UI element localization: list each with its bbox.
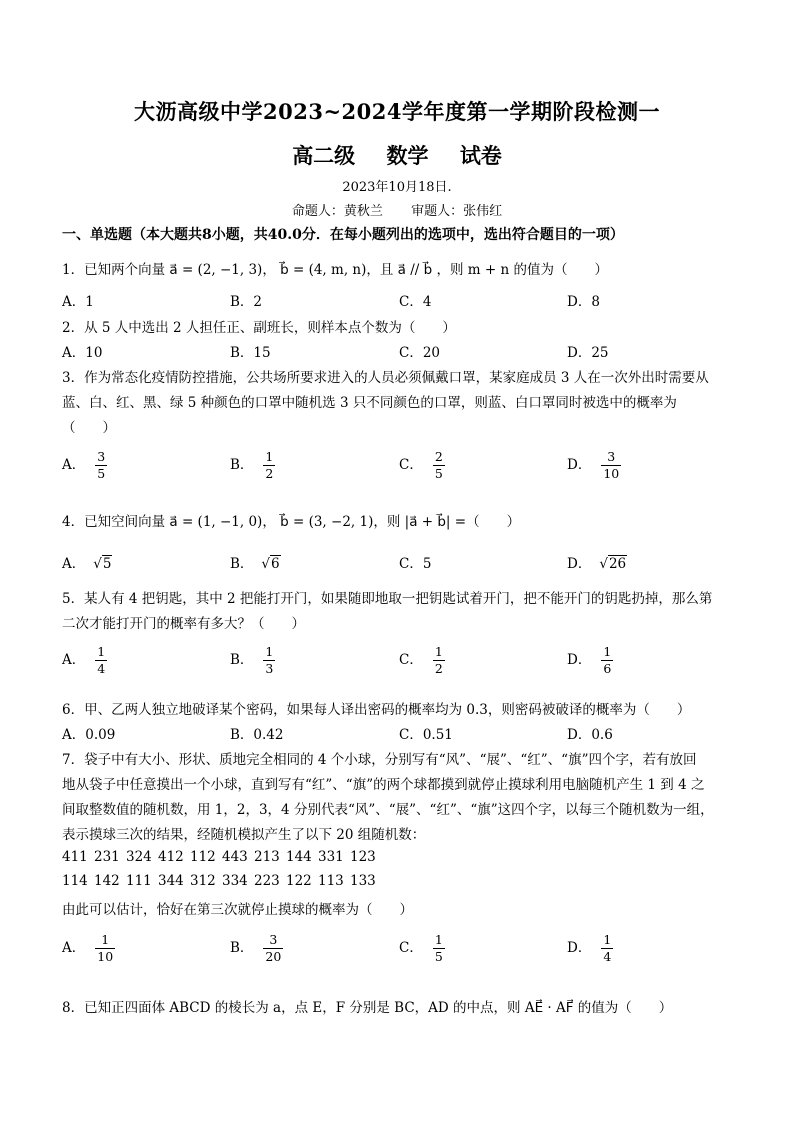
q3-option-b-fraction (263, 449, 275, 482)
q5-stem-line1: 5．某人有 4 把钥匙，其中 2 把能打开门，如果随即地取一把钥匙试着开门，把不能开门的钥匙扔掉，那么第 (62, 591, 713, 607)
q7-option-c-fraction (433, 932, 445, 965)
random-number: 113 (318, 873, 344, 889)
numerator: 3 (263, 932, 283, 949)
denominator: 6 (603, 661, 612, 676)
denominator: 4 (97, 661, 106, 676)
denominator: 2 (434, 661, 443, 676)
q5-option-b (230, 644, 275, 677)
q4-option-d-label: D． (567, 556, 592, 572)
q1-option-a: A．1 (62, 294, 94, 310)
q3-stem-line1: 3．作为常态化疫情防控措施，公共场所要求进入的人员必须佩戴口罩，某家庭成员 3 人在一次外出时需要从 (62, 370, 709, 386)
q7-stem-line4: 表示摸球三次的结果，经随机模拟产生了以下 20 组随机数： (62, 827, 426, 843)
numerator: 1 (265, 644, 274, 659)
q5-option-b-fraction (263, 644, 275, 677)
subtitle-subject: 数学 (386, 143, 429, 168)
q2-option-c: C．20 (399, 345, 441, 361)
numerator: 1 (265, 449, 274, 464)
q1-option-b: B．2 (230, 294, 263, 310)
q3-option-d-fraction (601, 449, 621, 482)
q3-option-d (567, 449, 621, 482)
numerator: 1 (95, 932, 115, 949)
random-number: 411 (62, 849, 88, 865)
random-number: 123 (350, 849, 376, 865)
exam-title: 大沥高级中学2023~2024学年度第一学期阶段检测一 (134, 99, 660, 124)
random-number: 223 (254, 873, 280, 889)
q5-option-b-label: B． (230, 652, 254, 668)
q3-option-d-label: D． (567, 457, 592, 473)
exam-date: 2023年10月18日. (342, 180, 452, 195)
denominator: 4 (603, 949, 612, 964)
random-number: 231 (94, 849, 120, 865)
q7-option-c (399, 932, 445, 965)
q3-option-c-label: C． (399, 457, 423, 473)
exam-authors (0, 200, 794, 219)
numerator: 1 (434, 932, 443, 947)
random-number: 443 (222, 849, 248, 865)
q5-option-a (62, 644, 107, 677)
exam-subtitle (0, 140, 794, 170)
q4-option-b (230, 552, 281, 572)
random-number: 114 (62, 873, 88, 889)
q7-option-b-fraction (263, 932, 283, 965)
q3-option-c-fraction (433, 449, 445, 482)
random-number-row-1 (62, 849, 382, 865)
q5-options (62, 644, 742, 684)
q7-option-c-label: C． (399, 940, 423, 956)
q6-option-b: B．0.42 (230, 727, 284, 743)
random-number: 142 (94, 873, 120, 889)
sqrt-radical: √26 (599, 556, 627, 572)
random-number: 122 (286, 873, 312, 889)
q2-option-d: D．25 (567, 345, 609, 361)
radicand: 6 (271, 556, 280, 572)
q5-option-d (567, 644, 613, 677)
q5-option-d-label: D． (567, 652, 592, 668)
q7-option-d-fraction (601, 932, 613, 965)
random-number: 144 (286, 849, 312, 865)
numerator: 2 (434, 449, 443, 464)
denominator: 3 (265, 661, 274, 676)
q7-option-b-label: B． (230, 940, 254, 956)
q3-options (62, 449, 742, 489)
radicand: 26 (608, 556, 627, 572)
q3-option-b-label: B． (230, 457, 254, 473)
q8-stem: 8．已知正四面体 ABCD 的棱长为 a，点 E，F 分别是 BC，AD 的中点，则 AE⃗ · AF⃗ 的值为（ ） (62, 1000, 673, 1016)
random-number: 324 (126, 849, 152, 865)
q5-option-d-fraction (601, 644, 613, 677)
q7-option-b (230, 932, 283, 965)
section-heading: 一、单选题（本大题共8小题，共40.0分．在每小题列出的选项中，选出符合题目的一项） (62, 227, 624, 243)
q6-option-a: A．0.09 (62, 727, 116, 743)
random-number: 213 (254, 849, 280, 865)
q7-stem-line2: 地从袋子中任意摸出一个小球，直到写有“红”、“旗”的两个球都摸到就停止摸球利用电脑随机产生 1 到 4 之 (62, 777, 705, 793)
q6-option-d: D．0.6 (567, 727, 613, 743)
random-number-row-2 (62, 873, 382, 889)
denominator: 10 (603, 466, 620, 481)
q3-option-b (230, 449, 275, 482)
q2-stem: 2．从 5 人中选出 2 人担任正、副班长，则样本点个数为（ ） (62, 320, 456, 336)
q1-option-d: D．8 (567, 294, 600, 310)
q5-option-a-label: A． (62, 652, 86, 668)
sqrt-radical: √6 (261, 556, 280, 572)
q7-option-a (62, 932, 115, 965)
sqrt-radical: √5 (93, 556, 112, 572)
q4-options (62, 552, 742, 574)
random-number: 331 (318, 849, 344, 865)
q3-option-a (62, 449, 107, 482)
q1-options (62, 290, 742, 312)
q5-option-c (399, 644, 445, 677)
numerator: 3 (601, 449, 621, 466)
q7-options (62, 932, 742, 972)
numerator: 1 (603, 644, 612, 659)
q6-option-c: C．0.51 (399, 727, 453, 743)
subtitle-paper: 试卷 (459, 143, 502, 168)
q3-stem-line2: 蓝、白、红、黑、绿 5 种颜色的口罩中随机选 3 只不同颜色的口罩，则蓝、白口罩同时被选中的概率为 (62, 395, 677, 411)
q2-option-b: B．15 (230, 345, 271, 361)
q5-stem-line2: 二次才能打开门的概率有多大？（ ） (62, 616, 305, 632)
q7-question: 由此可以估计，恰好在第三次就停止摸球的概率为（ ） (62, 902, 413, 918)
q4-option-a (62, 552, 112, 572)
denominator: 2 (265, 466, 274, 481)
numerator: 3 (97, 449, 106, 464)
random-number: 412 (158, 849, 184, 865)
q4-option-a-label: A． (62, 556, 86, 572)
q1-stem: 1．已知两个向量 a⃗ = (2, −1, 3)， b⃗ = (4, m, n)，且 a⃗ // b⃗ ，则 m + n 的值为（ ） (62, 262, 608, 278)
numerator: 1 (603, 932, 612, 947)
q7-option-d-label: D． (567, 940, 592, 956)
q5-option-a-fraction (95, 644, 107, 677)
q2-options (62, 341, 742, 363)
random-number: 344 (158, 873, 184, 889)
numerator: 1 (434, 644, 443, 659)
denominator: 5 (434, 949, 443, 964)
q3-option-a-fraction (95, 449, 107, 482)
q7-option-d (567, 932, 613, 965)
q6-options (62, 723, 742, 745)
q7-stem-line1: 7．袋子中有大小、形状、质地完全相同的 4 个小球，分别写有“风”、“展”、“红”、“旗”四个字，若有放回 (62, 752, 697, 768)
denominator: 10 (97, 949, 114, 964)
author: 命题人：黄秋兰 (291, 204, 383, 219)
q3-option-c (399, 449, 445, 482)
reviewer: 审题人：张伟红 (411, 204, 503, 219)
random-number: 133 (350, 873, 376, 889)
q3-option-a-label: A． (62, 457, 86, 473)
q4-stem: 4．已知空间向量 a⃗ = (1, −1, 0)， b⃗ = (3, −2, 1)，则 |a⃗ + b⃗| =（ ） (62, 514, 521, 530)
random-number: 334 (222, 873, 248, 889)
denominator: 20 (265, 949, 282, 964)
random-number: 312 (190, 873, 216, 889)
q3-stem-line3: （ ） (62, 420, 116, 436)
q1-option-c: C．4 (399, 294, 432, 310)
subtitle-grade: 高二级 (292, 143, 356, 168)
denominator: 5 (97, 466, 106, 481)
denominator: 5 (434, 466, 443, 481)
random-number: 111 (126, 873, 152, 889)
q6-stem: 6．甲、乙两人独立地破译某个密码，如果每人译出密码的概率均为 0.3，则密码被破译的概率为（ ） (62, 702, 691, 718)
q7-option-a-label: A． (62, 940, 86, 956)
q4-option-c: C．5 (399, 556, 432, 572)
q7-option-a-fraction (95, 932, 115, 965)
q7-stem-line3: 间取整数值的随机数，用 1，2，3，4 分别代表“风”、“展”、“红”、“旗”这四个字，以每三个随机数为一组， (62, 802, 714, 818)
q5-option-c-label: C． (399, 652, 423, 668)
numerator: 1 (97, 644, 106, 659)
q2-option-a: A．10 (62, 345, 103, 361)
random-number: 112 (190, 849, 216, 865)
q4-option-d (567, 552, 627, 572)
q4-option-b-label: B． (230, 556, 254, 572)
radicand: 5 (102, 556, 112, 572)
q5-option-c-fraction (433, 644, 445, 677)
